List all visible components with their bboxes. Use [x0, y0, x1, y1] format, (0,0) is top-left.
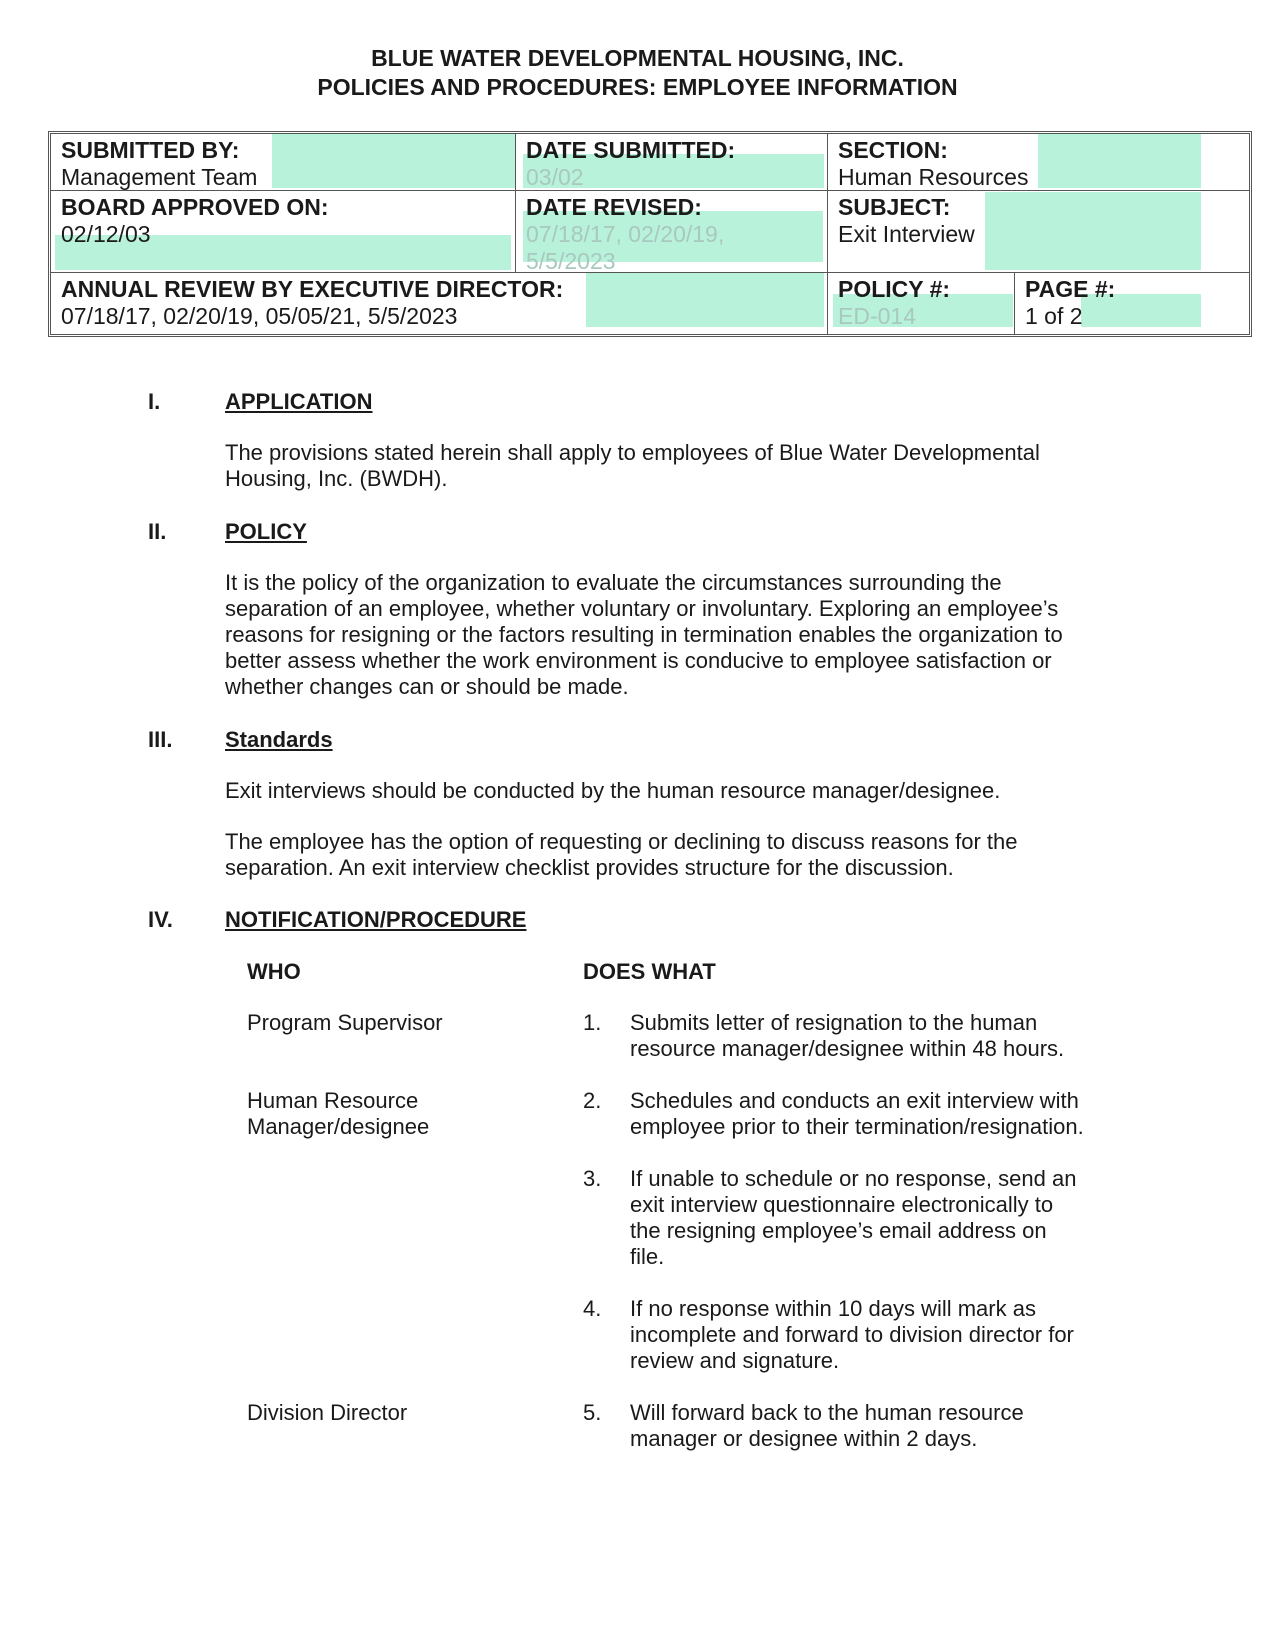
- document-title: POLICIES AND PROCEDURES: EMPLOYEE INFORMATION: [317, 74, 958, 100]
- who-division-director: Division Director: [247, 1400, 408, 1425]
- section-number: III.: [148, 727, 173, 752]
- who-column-header: WHO: [247, 959, 301, 984]
- step-number: 3.: [583, 1166, 602, 1191]
- does-what-column-header: DOES WHAT: [583, 959, 716, 984]
- submitted-by-cell: [51, 134, 516, 191]
- step-text: Will forward back to the human resource manager or designee within 2 days.: [630, 1400, 1024, 1451]
- date-submitted-label: DATE SUBMITTED:: [526, 137, 736, 163]
- section-number: I.: [148, 389, 161, 414]
- standards-paragraph: The employee has the option of requesting or declining to discuss reasons for the separation. An exit interview checklist provides structure for the discussion.: [225, 829, 1018, 880]
- who-program-supervisor: Program Supervisor: [247, 1010, 443, 1035]
- submitted-by-value: Management Team: [61, 164, 258, 190]
- step-number: 2.: [583, 1088, 602, 1113]
- policy-paragraph: It is the policy of the organization to evaluate the circumstances surrounding the separation of an employee, whether voluntary or involuntary. Exploring an employee’s reasons for resigning or the factors resulting in termination enables the organization to better assess whether the work environment is conducive to employee satisfaction or whether changes can or should be made.: [225, 570, 1063, 699]
- date-submitted-value: 03/02: [526, 164, 584, 190]
- step-number: 1.: [583, 1010, 602, 1035]
- date-revised-label: DATE REVISED:: [526, 194, 702, 220]
- date-revised-cell: [516, 191, 828, 273]
- document-header: [0, 44, 1275, 102]
- page-number-label: PAGE #:: [1025, 276, 1116, 302]
- who-hr-manager: Human Resource Manager/designee: [247, 1088, 430, 1139]
- date-revised-value-line2: 5/5/2023: [526, 248, 616, 273]
- page-number-cell: [1015, 273, 1249, 334]
- annual-review-label: ANNUAL REVIEW BY EXECUTIVE DIRECTOR:: [61, 276, 564, 302]
- subject-value: Exit Interview: [838, 221, 975, 247]
- section-number: II.: [148, 519, 167, 544]
- date-revised-value-line1: 07/18/17, 02/20/19,: [526, 221, 725, 247]
- policy-metadata-table: [48, 131, 1252, 337]
- step-text: If unable to schedule or no response, send an exit interview questionnaire electronically to the resigning employee’s email address on file.: [630, 1166, 1077, 1269]
- policy-number-cell: [828, 273, 1015, 334]
- section-value: Human Resources: [838, 164, 1029, 190]
- org-name: BLUE WATER DEVELOPMENTAL HOUSING, INC.: [371, 45, 904, 71]
- section-heading-policy: POLICY: [225, 519, 307, 544]
- board-approved-cell: [51, 191, 516, 273]
- annual-review-value: 07/18/17, 02/20/19, 05/05/21, 5/5/2023: [61, 303, 458, 329]
- section-label: SECTION:: [838, 137, 948, 163]
- section-heading-notification: NOTIFICATION/PROCEDURE: [225, 907, 527, 932]
- step-number: 4.: [583, 1296, 602, 1321]
- standards-paragraph: Exit interviews should be conducted by the human resource manager/designee.: [225, 778, 1001, 803]
- section-heading-application: APPLICATION: [225, 389, 373, 414]
- board-approved-label: BOARD APPROVED ON:: [61, 194, 329, 220]
- policy-number-label: POLICY #:: [838, 276, 951, 302]
- section-number: IV.: [148, 907, 173, 932]
- board-approved-value: 02/12/03: [61, 221, 151, 247]
- application-paragraph: The provisions stated herein shall apply to employees of Blue Water Developmental Housing, Inc. (BWDH).: [225, 440, 1040, 491]
- step-text: Schedules and conducts an exit interview with employee prior to their termination/resignation.: [630, 1088, 1084, 1139]
- annual-review-cell: [51, 273, 828, 334]
- subject-cell: [828, 191, 1249, 273]
- submitted-by-label: SUBMITTED BY:: [61, 137, 240, 163]
- subject-label: SUBJECT:: [838, 194, 951, 220]
- page-number-value: 1 of 2: [1025, 303, 1083, 329]
- section-cell: [828, 134, 1249, 191]
- step-number: 5.: [583, 1400, 602, 1425]
- step-text: If no response within 10 days will mark as incomplete and forward to division director for review and signature.: [630, 1296, 1074, 1373]
- section-heading-standards: Standards: [225, 727, 333, 752]
- step-text: Submits letter of resignation to the human resource manager/designee within 48 hours.: [630, 1010, 1065, 1061]
- date-submitted-cell: [516, 134, 828, 191]
- policy-number-value: ED-014: [838, 303, 916, 329]
